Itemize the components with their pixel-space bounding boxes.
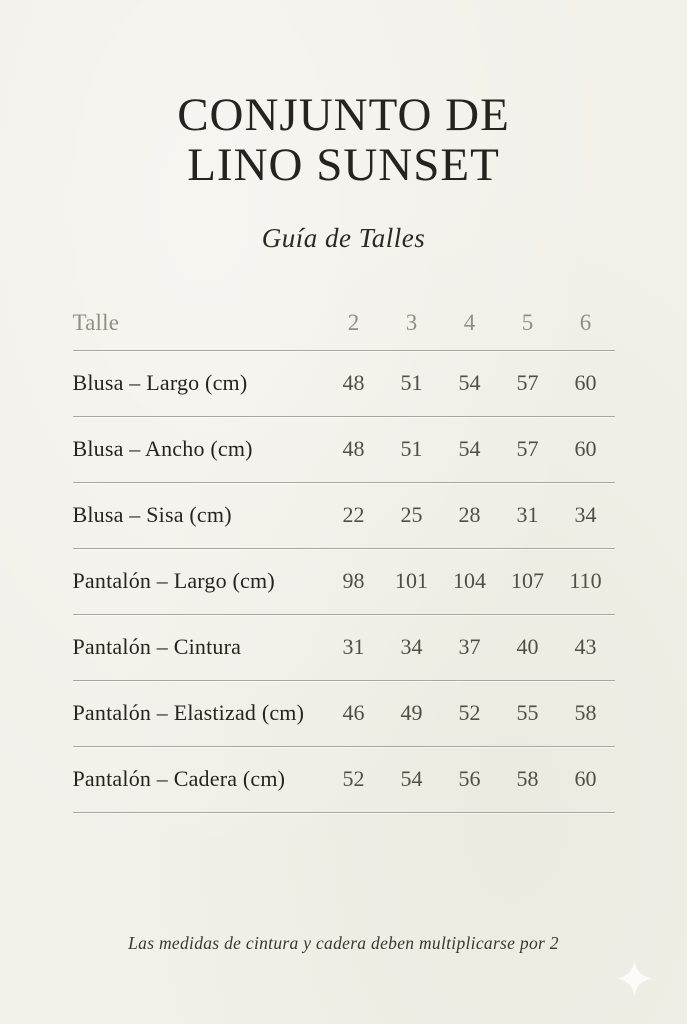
- measurement-value: 34: [574, 502, 597, 528]
- table-row: [73, 747, 615, 813]
- size-header-value: 3: [405, 309, 418, 335]
- measurement-value: 101: [395, 568, 428, 594]
- measurement-value: 110: [569, 568, 602, 594]
- page-subtitle: Guía de Talles: [261, 222, 426, 253]
- measurement-value: 31: [516, 502, 539, 528]
- measurement-value: 60: [574, 370, 597, 396]
- measurement-value: 54: [458, 370, 481, 396]
- measurement-label: Pantalón – Largo (cm): [72, 568, 275, 594]
- measurement-value: 31: [342, 634, 365, 660]
- measurement-value: 49: [400, 700, 423, 726]
- measurement-value: 107: [511, 568, 544, 594]
- measurement-value: 55: [516, 700, 539, 726]
- table-row: [73, 351, 615, 417]
- table-row: [73, 483, 615, 549]
- measurement-value: 51: [400, 370, 423, 396]
- measurement-value: 98: [342, 568, 365, 594]
- measurement-value: 60: [574, 436, 597, 462]
- measurement-value: 28: [458, 502, 481, 528]
- measurement-value: 46: [342, 700, 365, 726]
- measurement-value: 51: [400, 436, 423, 462]
- size-header-value: 2: [347, 309, 360, 335]
- measurement-value: 52: [458, 700, 481, 726]
- page-title: CONJUNTO DE LINO SUNSET: [177, 89, 510, 192]
- size-header-value: 6: [579, 309, 592, 335]
- table-row: [73, 417, 615, 483]
- sparkle-icon: [616, 960, 653, 997]
- table-row: [73, 549, 615, 615]
- measurement-label: Blusa – Largo (cm): [72, 370, 248, 396]
- measurement-label: Pantalón – Cintura: [72, 634, 242, 660]
- measurement-value: 34: [400, 634, 423, 660]
- measurement-value: 52: [342, 766, 365, 792]
- measurement-value: 57: [516, 436, 539, 462]
- measurement-value: 54: [458, 436, 481, 462]
- measurement-value: 37: [458, 634, 481, 660]
- size-header-value: 4: [463, 309, 476, 335]
- measurement-value: 48: [342, 370, 365, 396]
- measurement-label: Blusa – Ancho (cm): [72, 436, 253, 462]
- measurement-value: 58: [516, 766, 539, 792]
- measurement-value: 104: [453, 568, 486, 594]
- measurement-value: 56: [458, 766, 481, 792]
- table-row: [73, 615, 615, 681]
- measurement-value: 43: [574, 634, 597, 660]
- size-guide-table: [73, 296, 615, 813]
- measurement-value: 58: [574, 700, 597, 726]
- measurement-value: 22: [342, 502, 365, 528]
- measurement-value: 25: [400, 502, 423, 528]
- size-column-header: Talle: [72, 309, 120, 335]
- multiply-note: Las medidas de cintura y cadera deben multiplicarse por 2: [128, 933, 559, 953]
- measurement-value: 57: [516, 370, 539, 396]
- measurement-label: Pantalón – Cadera (cm): [72, 766, 286, 792]
- measurement-value: 54: [400, 766, 423, 792]
- measurement-value: 40: [516, 634, 539, 660]
- table-header-row: [73, 296, 615, 351]
- table-row: [73, 681, 615, 747]
- measurement-label: Blusa – Sisa (cm): [72, 502, 232, 528]
- measurement-label: Pantalón – Elastizad (cm): [72, 700, 305, 726]
- measurement-value: 60: [574, 766, 597, 792]
- measurement-value: 48: [342, 436, 365, 462]
- size-header-value: 5: [521, 309, 534, 335]
